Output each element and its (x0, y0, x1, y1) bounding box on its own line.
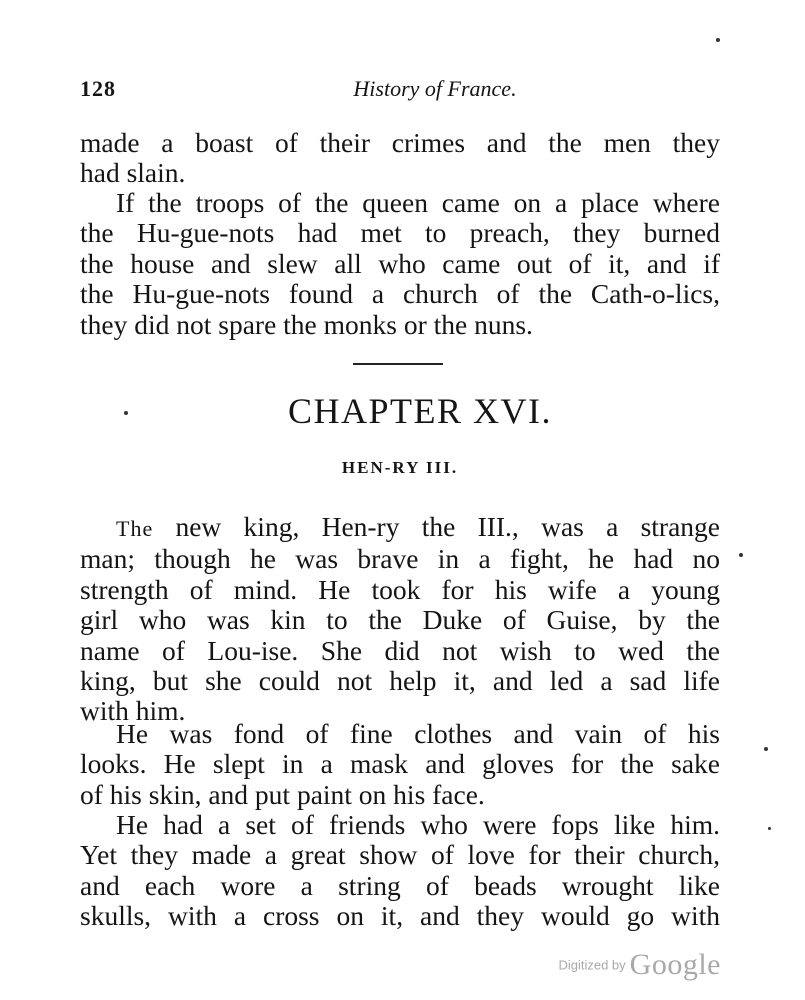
text-line: the house and slew all who came out of it, and if (80, 247, 720, 279)
scan-speck (124, 411, 128, 415)
scan-speck (716, 38, 720, 42)
text-line: skulls, with a cross on it, and they would go with (80, 900, 720, 932)
page-number: 128 (80, 76, 116, 101)
text-line: looks. He slept in a mask and gloves for the sake (80, 748, 720, 780)
text-line: they did not spare the monks or the nuns. (80, 308, 533, 340)
text-line: name of Lou-ise. She did not wish to wed the (80, 634, 720, 666)
text-line: If the troops of the queen came on a place where (116, 187, 720, 218)
text-line: had slain. (80, 157, 186, 189)
paragraph-new-king (80, 512, 720, 727)
section-divider (353, 363, 443, 365)
paragraph-friends (80, 810, 720, 932)
paragraph-fine-clothes (80, 719, 720, 810)
digitized-watermark (558, 948, 721, 982)
drop-word: The (116, 516, 154, 541)
text-line: man; though he was brave in a fight, he had no (80, 543, 720, 575)
text-line: of his skin, and put paint on his face. (80, 778, 485, 810)
running-head (80, 76, 720, 106)
text-line: king, but she could not help it, and led a sad life (80, 665, 720, 697)
scan-speck (739, 553, 743, 557)
text-line: made a boast of their crimes and the men they (80, 127, 720, 158)
text-line: with him. (80, 695, 186, 727)
text-line: the Hu-gue-nots had met to preach, they burned (80, 217, 720, 249)
text-line: girl who was kin to the Duke of Guise, by the (80, 604, 720, 636)
text-line: He had a set of friends who were fops like him. (116, 809, 720, 840)
text-line: and each wore a string of beads wrought like (80, 869, 720, 901)
watermark-prefix: Digitized by (558, 957, 626, 973)
scan-speck (764, 747, 768, 751)
scan-speck (768, 827, 771, 830)
text-line (80, 512, 720, 544)
text-line: strength of mind. He took for his wife a young (80, 573, 720, 605)
chapter-subtitle: HEN-RY III. (341, 458, 459, 477)
paragraph-continuation (80, 128, 720, 189)
paragraph-troops (80, 188, 720, 340)
google-logo: Google (629, 948, 721, 981)
chapter-title: CHAPTER XVI. (287, 391, 552, 431)
running-title: History of France. (353, 76, 517, 101)
text-line: Yet they made a great show of love for their church, (80, 839, 720, 871)
text-line: the Hu-gue-nots found a church of the Cath-o-lics, (80, 278, 720, 310)
text-line: He was fond of fine clothes and vain of his (116, 718, 720, 749)
text-fragment: new king, Hen-ry the III., was a strange (153, 511, 720, 542)
